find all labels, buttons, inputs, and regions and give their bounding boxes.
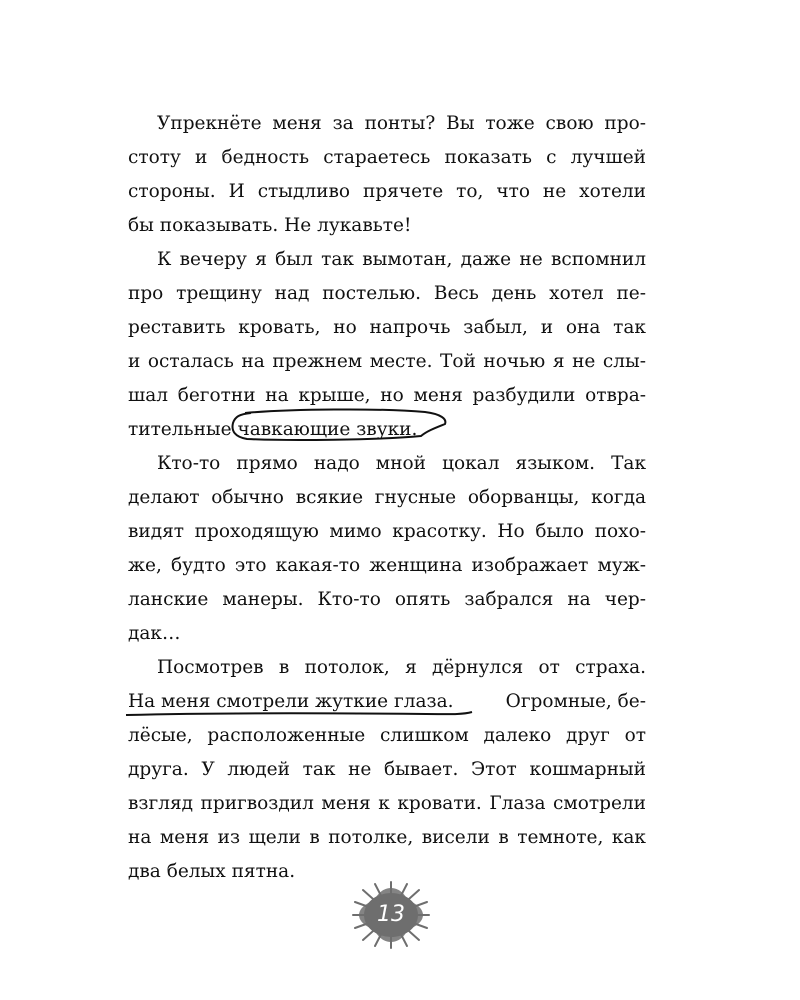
text-line: видят проходящую мимо красотку. Но было похо- xyxy=(128,521,646,542)
text-line: про трещину над постелью. Весь день хотел пе- xyxy=(128,283,646,304)
text-line: Посмотрев в потолок, я дёрнулся от страха. xyxy=(157,657,646,678)
paragraph-2 xyxy=(128,243,646,447)
page-body xyxy=(128,107,646,889)
text-line xyxy=(128,685,646,719)
text-line: Кто-то прямо надо мной цокал языком. Так xyxy=(157,453,646,474)
text-line: друга. У людей так не бывает. Этот кошмарный xyxy=(128,759,646,780)
text-fragment: тительные xyxy=(128,419,238,440)
text-line: шал беготни на крыше, но меня разбудили отвра- xyxy=(128,385,646,406)
paragraph-3 xyxy=(128,447,646,651)
text-line: К вечеру я был так вымотан, даже не вспомнил xyxy=(157,249,646,270)
page-number-text: 13 xyxy=(377,902,405,927)
text-line: делают обычно всякие гнусные оборванцы, когда xyxy=(128,487,646,508)
underlined-phrase-text: На меня смотрели жуткие глаза. xyxy=(128,691,454,712)
text-line: взгляд пригвоздил меня к кровати. Глаза смотрели xyxy=(128,793,646,814)
page-number xyxy=(347,880,435,950)
text-line: же, будто это какая-то женщина изображает муж- xyxy=(128,555,646,576)
text-line: и осталась на прежнем месте. Той ночью я не слы- xyxy=(128,351,646,372)
text-line: Упрекнёте меня за понты? Вы тоже свою про- xyxy=(157,113,646,134)
text-line: лёсые, расположенные слишком далеко друг от xyxy=(128,725,646,746)
text-line: реставить кровать, но напрочь забыл, и она так xyxy=(128,317,646,338)
text-line: два белых пятна. xyxy=(128,861,296,882)
text-line: на меня из щели в потолке, висели в темноте, как xyxy=(128,827,646,848)
text-line: стороны. И стыдливо прячете то, что не хотели xyxy=(128,181,646,202)
paragraph-1 xyxy=(128,107,646,243)
paragraph-4 xyxy=(128,651,646,889)
text-line xyxy=(128,413,646,447)
underlined-phrase xyxy=(128,685,453,719)
text-line: дак… xyxy=(128,623,181,644)
text-line: бы показывать. Не лукавьте! xyxy=(128,215,412,236)
circled-phrase-text: чавкающие звуки. xyxy=(237,419,418,440)
circled-phrase xyxy=(237,413,417,447)
text-line: стоту и бедность стараетесь показать с лучшей xyxy=(128,147,646,168)
text-fragment: Огромные, бе- xyxy=(499,691,646,712)
text-line: ланские манеры. Кто-то опять забрался на чер- xyxy=(128,589,646,610)
